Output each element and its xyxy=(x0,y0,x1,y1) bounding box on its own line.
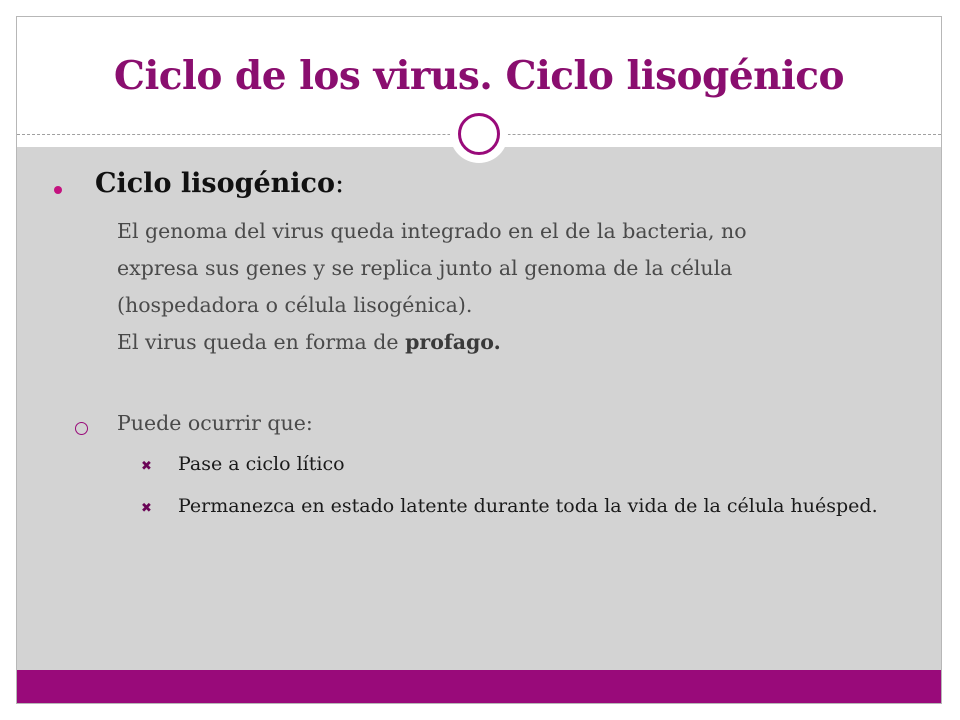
last-line-prefix: El virus queda en forma de xyxy=(117,330,406,354)
list-item: Permanezca en estado latente durante toda la vida de la célula huésped. xyxy=(178,495,878,517)
list-item: Pase a ciclo lítico xyxy=(178,453,345,475)
x-bullet-icon: ✖ xyxy=(141,501,152,516)
paragraph-last-line xyxy=(117,324,927,361)
x-bullet-icon: ✖ xyxy=(141,459,152,474)
paragraph-line: expresa sus genes y se replica junto al genoma de la célula xyxy=(117,256,733,280)
decorative-ring-icon xyxy=(450,105,508,163)
slide-title: Ciclo de los virus. Ciclo lisogénico xyxy=(113,53,845,99)
description-paragraph xyxy=(117,213,927,361)
ring-inner-icon xyxy=(458,113,500,155)
paragraph-line: (hospedadora o célula lisogénica). xyxy=(117,293,473,317)
paragraph-line: El genoma del virus queda integrado en el de la bacteria, no xyxy=(117,219,747,243)
profago-bold: profago. xyxy=(405,330,501,354)
heading-bold-text: Ciclo lisogénico xyxy=(95,168,335,199)
circle-bullet-icon xyxy=(75,422,88,435)
heading-colon: : xyxy=(334,168,345,199)
footer-bar xyxy=(17,670,941,704)
slide xyxy=(16,16,942,704)
section-heading xyxy=(95,168,344,199)
dot-bullet-icon xyxy=(54,186,62,194)
subheading: Puede ocurrir que: xyxy=(117,411,313,435)
